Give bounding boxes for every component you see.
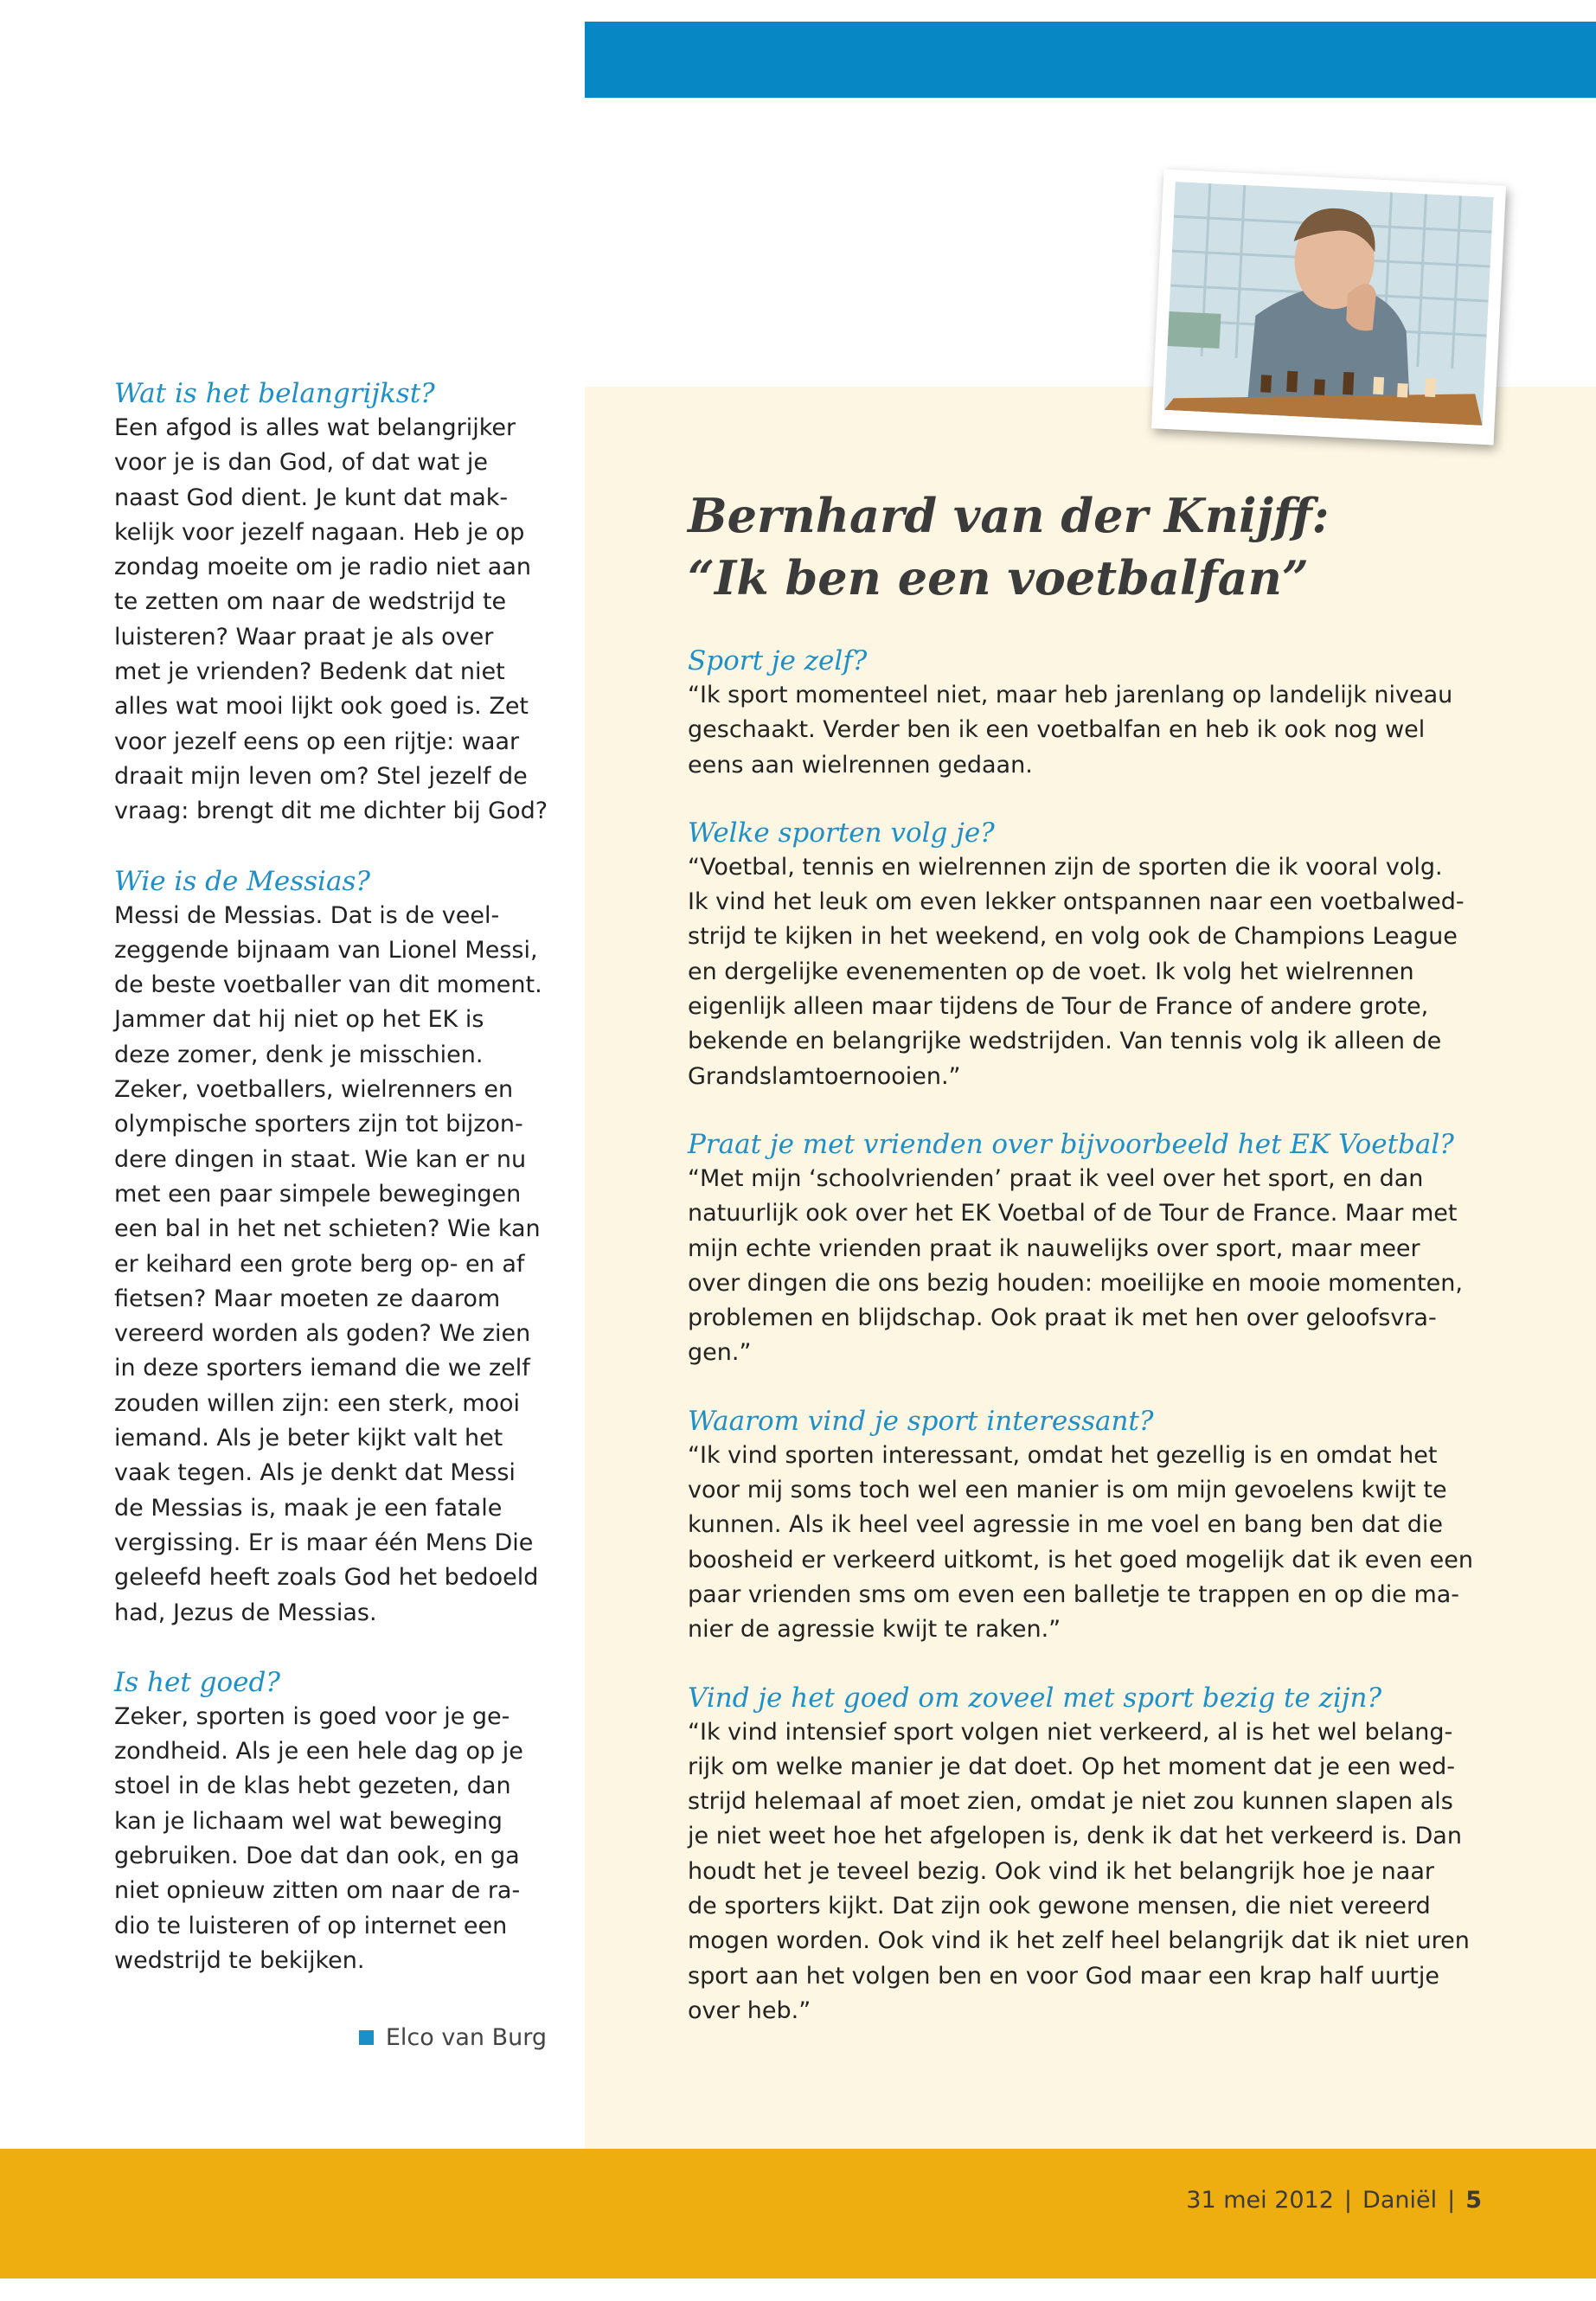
body-line: voor jezelf eens op een rijtje: waar (114, 727, 520, 755)
body-line: stoel in de klas hebt gezeten, dan (114, 1772, 511, 1800)
body-line: Zeker, voetballers, wielrenners en (114, 1076, 514, 1104)
body-line: eens aan wielrennen gedaan. (688, 751, 1033, 779)
headline-line: Bernhard van der Knijff: (688, 488, 1330, 543)
author-name: Elco van Burg (385, 2024, 547, 2051)
body-line: te zetten om naar de wedstrijd te (114, 588, 507, 616)
body-line: Ik vind het leuk om even lekker ontspannen naar een voetbalwed- (688, 888, 1465, 916)
author-byline (359, 2024, 547, 2051)
section-body (114, 1700, 547, 1978)
page-number: 5 (1465, 2187, 1482, 2214)
section-sport-je-zelf (688, 644, 1492, 783)
body-line: iemand. Als je beter kijkt valt het (114, 1425, 503, 1452)
section-wat-is-het-belangrijkst (114, 376, 547, 830)
body-line: naast God dient. Je kunt dat mak- (114, 484, 509, 511)
body-line: over heb.” (688, 1997, 811, 2024)
photo-image-chess-player (1164, 182, 1493, 426)
section-body (688, 1439, 1492, 1648)
body-line: met een paar simpele bewegingen (114, 1180, 522, 1208)
body-line: “Ik vind intensief sport volgen niet verkeerd, al is het wel belang- (688, 1718, 1453, 1746)
body-line: problemen en blijdschap. Ook praat ik met hen over geloofsvra- (688, 1304, 1437, 1332)
footer-separator: | (1447, 2187, 1456, 2214)
body-line: vaak tegen. Als je denkt dat Messi (114, 1459, 516, 1487)
body-line: strijd helemaal af moet zien, omdat je niet zou kunnen slapen als (688, 1788, 1453, 1816)
body-line: olympische sporters zijn tot bijzon- (114, 1111, 523, 1138)
page-footer (1186, 2187, 1482, 2214)
section-heading: Praat je met vrienden over bijvoorbeeld het EK Voetbal? (688, 1128, 1454, 1160)
body-line: gebruiken. Doe dat dan ook, en ga (114, 1842, 520, 1869)
section-heading: Wat is het belangrijkst? (114, 378, 435, 409)
body-line: deze zomer, denk je misschien. (114, 1041, 484, 1068)
body-line: “Ik vind sporten interessant, omdat het gezellig is en omdat het (688, 1441, 1438, 1469)
footer-bar (0, 2149, 1596, 2279)
section-heading: Is het goed? (114, 1666, 280, 1698)
section-body (688, 1715, 1492, 2029)
body-line: alles wat mooi lijkt ook goed is. Zet (114, 693, 529, 721)
body-line: Messi de Messias. Dat is de veel- (114, 901, 500, 929)
section-heading: Waarom vind je sport interessant? (688, 1405, 1154, 1437)
issue-date: 31 mei 2012 (1186, 2187, 1334, 2214)
section-is-het-goed (114, 1665, 547, 1978)
body-line: had, Jezus de Messias. (114, 1599, 377, 1626)
section-body (688, 678, 1492, 783)
headline-line: “Ik ben een voetbalfan” (688, 550, 1309, 606)
interview-headline (688, 484, 1492, 609)
body-line: niet opnieuw zitten om naar de ra- (114, 1877, 521, 1905)
body-line: zondag moeite om je radio niet aan (114, 554, 532, 581)
body-line: Een afgod is alles wat belangrijker (114, 414, 516, 441)
section-praat-je-met-vrienden (688, 1127, 1492, 1371)
section-body (114, 899, 547, 1631)
section-wie-is-de-messias (114, 864, 547, 1631)
body-line: mogen worden. Ook vind ik het zelf heel belangrijk dat ik niet uren (688, 1927, 1470, 1955)
body-line: en dergelijke evenementen op de voet. Ik volg het wielrennen (688, 958, 1414, 985)
section-heading: Vind je het goed om zoveel met sport bezig te zijn? (688, 1682, 1382, 1714)
body-line: Jammer dat hij niet op het EK is (114, 1006, 484, 1034)
section-body (688, 1162, 1492, 1371)
magazine-name: Daniël (1362, 2187, 1438, 2214)
body-line: geleefd heeft zoals God het bedoeld (114, 1564, 539, 1592)
body-line: mijn echte vrienden praat ik nauwelijks over sport, maar meer (688, 1234, 1420, 1262)
body-line: “Met mijn ‘schoolvrienden’ praat ik veel over het sport, en dan (688, 1164, 1424, 1192)
body-line: over dingen die ons bezig houden: moeilijke en mooie momenten, (688, 1269, 1463, 1297)
body-line: gen.” (688, 1339, 752, 1367)
body-line: kunnen. Als ik heel veel agressie in me voel en bang ben dat die (688, 1511, 1443, 1539)
left-column (114, 376, 548, 2051)
body-line: “Ik sport momenteel niet, maar heb jarenlang op landelijk niveau (688, 682, 1453, 708)
top-accent-bar (585, 22, 1596, 98)
section-welke-sporten-volg-je (688, 816, 1492, 1094)
body-line: fietsen? Maar moeten ze daarom (114, 1285, 501, 1312)
body-line: voor mij soms toch wel een manier is om mijn gevoelens kwijt te (688, 1477, 1447, 1504)
body-line: vergissing. Er is maar één Mens Die (114, 1529, 534, 1556)
body-line: sport aan het volgen ben en voor God maar een krap half uurtje (688, 1962, 1439, 1990)
section-body (688, 850, 1492, 1094)
section-heading: Welke sporten volg je? (688, 817, 995, 849)
body-line: wedstrijd te bekijken. (114, 1946, 365, 1974)
body-line: “Voetbal, tennis en wielrennen zijn de sporten die ik vooral volg. (688, 853, 1443, 881)
body-line: zondheid. Als je een hele dag op je (114, 1738, 523, 1766)
body-line: paar vrienden sms om even een balletje te trappen en op die ma- (688, 1580, 1460, 1608)
body-line: dere dingen in staat. Wie kan er nu (114, 1145, 527, 1173)
body-line: natuurlijk ook over het EK Voetbal of de Tour de France. Maar met (688, 1200, 1458, 1227)
body-line: kelijk voor jezelf nagaan. Heb je op (114, 518, 525, 546)
section-heading: Wie is de Messias? (114, 865, 370, 897)
body-line: luisteren? Waar praat je als over (114, 623, 494, 651)
section-heading: Sport je zelf? (688, 645, 868, 676)
body-line: je niet weet hoe het afgelopen is, denk ik dat het verkeerd is. Dan (688, 1823, 1462, 1850)
chess-player-illustration (1164, 182, 1493, 426)
body-line: zeggende bijnaam van Lionel Messi, (114, 936, 538, 964)
body-line: zouden willen zijn: een sterk, mooi (114, 1389, 521, 1417)
byline-square-icon (359, 2030, 374, 2045)
body-line: eigenlijk alleen maar tijdens de Tour de France of andere grote, (688, 993, 1429, 1021)
body-line: nier de agressie kwijt te raken.” (688, 1616, 1061, 1644)
body-line: de beste voetballer van dit moment. (114, 971, 542, 999)
body-line: vraag: brengt dit me dichter bij God? (114, 798, 548, 825)
body-line: strijd te kijken in het weekend, en volg ook de Champions League (688, 923, 1458, 951)
body-line: houdt het je teveel bezig. Ook vind ik het belangrijk hoe je naar (688, 1857, 1434, 1885)
body-line: met je vrienden? Bedenk dat niet (114, 658, 505, 686)
body-line: geschaakt. Verder ben ik een voetbalfan en heb ik ook nog wel (688, 716, 1426, 744)
section-zoveel-met-sport-bezig (688, 1681, 1492, 2029)
body-line: de sporters kijkt. Dat zijn ook gewone mensen, die niet vereerd (688, 1893, 1431, 1920)
body-line: Grandslamtoernooien.” (688, 1062, 961, 1090)
body-line: in deze sporters iemand die we zelf (114, 1355, 530, 1382)
body-line: de Messias is, maak je een fatale (114, 1494, 503, 1522)
section-waarom-sport-interessant (688, 1404, 1492, 1648)
portrait-photo (1151, 170, 1506, 445)
body-line: bekende en belangrijke wedstrijden. Van tennis volg ik alleen de (688, 1028, 1442, 1055)
body-line: vereerd worden als goden? We zien (114, 1320, 531, 1348)
body-line: draait mijn leven om? Stel jezelf de (114, 762, 528, 790)
body-line: een bal in het net schieten? Wie kan (114, 1215, 541, 1243)
body-line: er keihard een grote berg op- en af (114, 1250, 525, 1278)
right-column (688, 484, 1492, 2061)
body-line: dio te luisteren of op internet een (114, 1912, 508, 1939)
body-line: kan je lichaam wel wat beweging (114, 1807, 503, 1835)
footer-separator: | (1343, 2187, 1353, 2214)
body-line: Zeker, sporten is goed voor je ge- (114, 1702, 510, 1730)
body-line: boosheid er verkeerd uitkomt, is het goed mogelijk dat ik even een (688, 1546, 1473, 1574)
body-line: voor je is dan God, of dat wat je (114, 449, 489, 477)
section-body (114, 411, 547, 830)
body-line: rijk om welke manier je dat doet. Op het moment dat je een wed- (688, 1753, 1456, 1780)
